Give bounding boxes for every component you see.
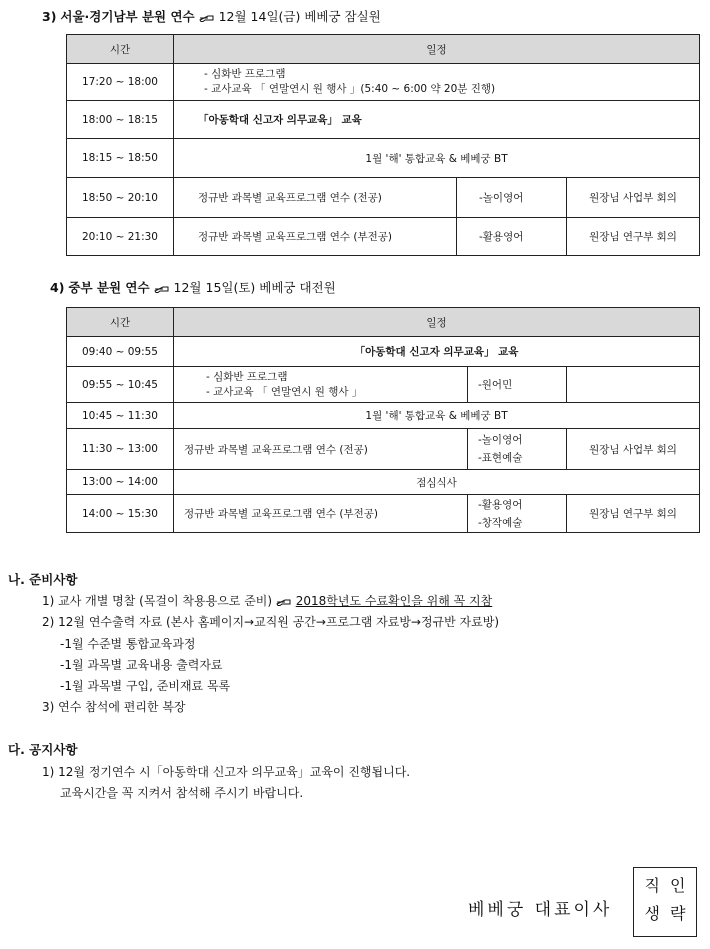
- prep-subitem: -1월 과목별 교육내용 출력자료: [60, 658, 223, 672]
- schedule-cell: [174, 367, 468, 403]
- table-row: [67, 178, 700, 218]
- section-3-number: 3): [42, 9, 57, 24]
- signatory-name: 베베궁 대표이사: [468, 900, 613, 920]
- section-4-number: 4): [50, 280, 65, 295]
- subject-line: -표현예술: [478, 452, 523, 464]
- notice-item-number: 1): [42, 765, 55, 779]
- time-cell: 18:15 ~ 18:50: [67, 139, 174, 178]
- prep-item-number: 2): [42, 615, 55, 629]
- schedule-line: - 심화반 프로그램: [206, 370, 288, 383]
- prep-item-number: 1): [42, 594, 55, 608]
- time-cell: 18:50 ~ 20:10: [67, 178, 174, 218]
- subject-cell: -원어민: [468, 367, 567, 403]
- meeting-cell: 원장님 사업부 회의: [567, 429, 700, 470]
- pointing-hand-icon: [199, 13, 215, 23]
- schedule-line: - 심화반 프로그램: [204, 68, 286, 80]
- prep-item-text: 교사 개별 명찰 (목걸이 착용용으로 준비): [58, 594, 273, 608]
- header-schedule: 일정: [174, 308, 700, 337]
- table-header-row: [67, 35, 700, 64]
- meeting-cell: 원장님 연구부 회의: [567, 218, 700, 256]
- table-row: [67, 218, 700, 256]
- program-cell: 정규반 과목별 교육프로그램 연수 (부전공): [174, 218, 457, 256]
- section-4-heading: [50, 278, 336, 296]
- subject-cell: [468, 429, 567, 470]
- section-3-schedule-table: [66, 34, 700, 256]
- meeting-cell: 원장님 연구부 회의: [567, 495, 700, 533]
- schedule-cell: 점심식사: [174, 470, 700, 495]
- table-row: [67, 429, 700, 470]
- schedule-cell: 1월 '해' 통합교육 & 베베궁 BT: [174, 403, 700, 429]
- section-3-date-place: 12월 14일(금) 베베궁 잠실원: [218, 9, 381, 24]
- program-cell: 정규반 과목별 교육프로그램 연수 (전공): [174, 178, 457, 218]
- seal-line: 생략: [644, 904, 696, 923]
- time-cell: 14:00 ~ 15:30: [67, 495, 174, 533]
- section-3-heading: [42, 7, 381, 25]
- table-row: [67, 139, 700, 178]
- subject-cell: -놀이영어: [457, 178, 567, 218]
- program-cell: 정규반 과목별 교육프로그램 연수 (부전공): [174, 495, 468, 533]
- notice-item-continuation: 교육시간을 꼭 지켜서 참석해 주시기 바랍니다.: [60, 786, 304, 800]
- time-cell: 13:00 ~ 14:00: [67, 470, 174, 495]
- schedule-cell: 1월 '해' 통합교육 & 베베궁 BT: [174, 139, 700, 178]
- prep-section-title: 나. 준비사항: [8, 572, 78, 587]
- prep-item-text: 12월 연수출력 자료 (본사 홈페이지→교직원 공간→프로그램 자료방→정규반 자료방): [58, 615, 500, 629]
- time-cell: 09:40 ~ 09:55: [67, 337, 174, 367]
- pointing-hand-icon: [154, 284, 170, 294]
- table-row: [67, 403, 700, 429]
- prep-item-text: 연수 참석에 편리한 복장: [58, 700, 186, 714]
- section-4-schedule-table: [66, 307, 700, 533]
- subject-line: -활용영어: [478, 498, 523, 511]
- time-cell: 11:30 ~ 13:00: [67, 429, 174, 470]
- table-row: [67, 470, 700, 495]
- notice-item-text: 12월 정기연수 시「아동학대 신고자 의무교육」교육이 진행됩니다.: [58, 765, 411, 779]
- time-cell: 17:20 ~ 18:00: [67, 64, 174, 101]
- section-3-title: 서울·경기남부 분원 연수: [60, 9, 195, 24]
- schedule-line: - 교사교육 「 연말연시 원 행사 」(5:40 ~ 6:00 약 20분 진행): [204, 83, 496, 95]
- notice-item: [42, 763, 410, 780]
- prep-subitem: -1월 과목별 구입, 준비재료 목록: [60, 679, 231, 693]
- prep-subitem: -1월 수준별 통합교육과정: [60, 637, 196, 651]
- subject-line: -창작예술: [478, 516, 523, 529]
- schedule-line: - 교사교육 「 연말연시 원 행사 」: [206, 385, 363, 398]
- subject-cell: [468, 495, 567, 533]
- table-row: [67, 64, 700, 101]
- meeting-cell: 원장님 사업부 회의: [567, 178, 700, 218]
- time-cell: 20:10 ~ 21:30: [67, 218, 174, 256]
- prep-item: [42, 698, 186, 715]
- header-time: 시간: [67, 35, 174, 64]
- table-header-row: [67, 308, 700, 337]
- section-4-date-place: 12월 15일(토) 베베궁 대전원: [173, 280, 336, 295]
- program-cell: 정규반 과목별 교육프로그램 연수 (전공): [174, 429, 468, 470]
- subject-line: -놀이영어: [478, 434, 523, 446]
- time-cell: 10:45 ~ 11:30: [67, 403, 174, 429]
- seal-line: 직인: [644, 876, 696, 895]
- prep-item: [42, 592, 492, 609]
- table-row: [67, 495, 700, 533]
- header-schedule: 일정: [174, 35, 700, 64]
- pointing-hand-icon: [276, 597, 292, 607]
- time-cell: 18:00 ~ 18:15: [67, 101, 174, 139]
- schedule-cell: [174, 64, 700, 101]
- meeting-cell: [567, 367, 700, 403]
- notice-section-title: 다. 공지사항: [8, 742, 78, 757]
- prep-item-emphasis: 2018학년도 수료확인을 위해 꼭 지참: [295, 594, 493, 608]
- prep-item: [42, 613, 499, 630]
- table-row: [67, 101, 700, 139]
- header-time: 시간: [67, 308, 174, 337]
- prep-item-number: 3): [42, 700, 55, 714]
- subject-cell: -활용영어: [457, 218, 567, 256]
- table-row: [67, 337, 700, 367]
- table-row: [67, 367, 700, 403]
- official-seal-box: [633, 867, 697, 937]
- section-4-title: 중부 분원 연수: [68, 280, 150, 295]
- time-cell: 09:55 ~ 10:45: [67, 367, 174, 403]
- schedule-cell: 「아동학대 신고자 의무교육」 교육: [174, 337, 700, 367]
- schedule-cell: 「아동학대 신고자 의무교육」 교육: [174, 101, 700, 139]
